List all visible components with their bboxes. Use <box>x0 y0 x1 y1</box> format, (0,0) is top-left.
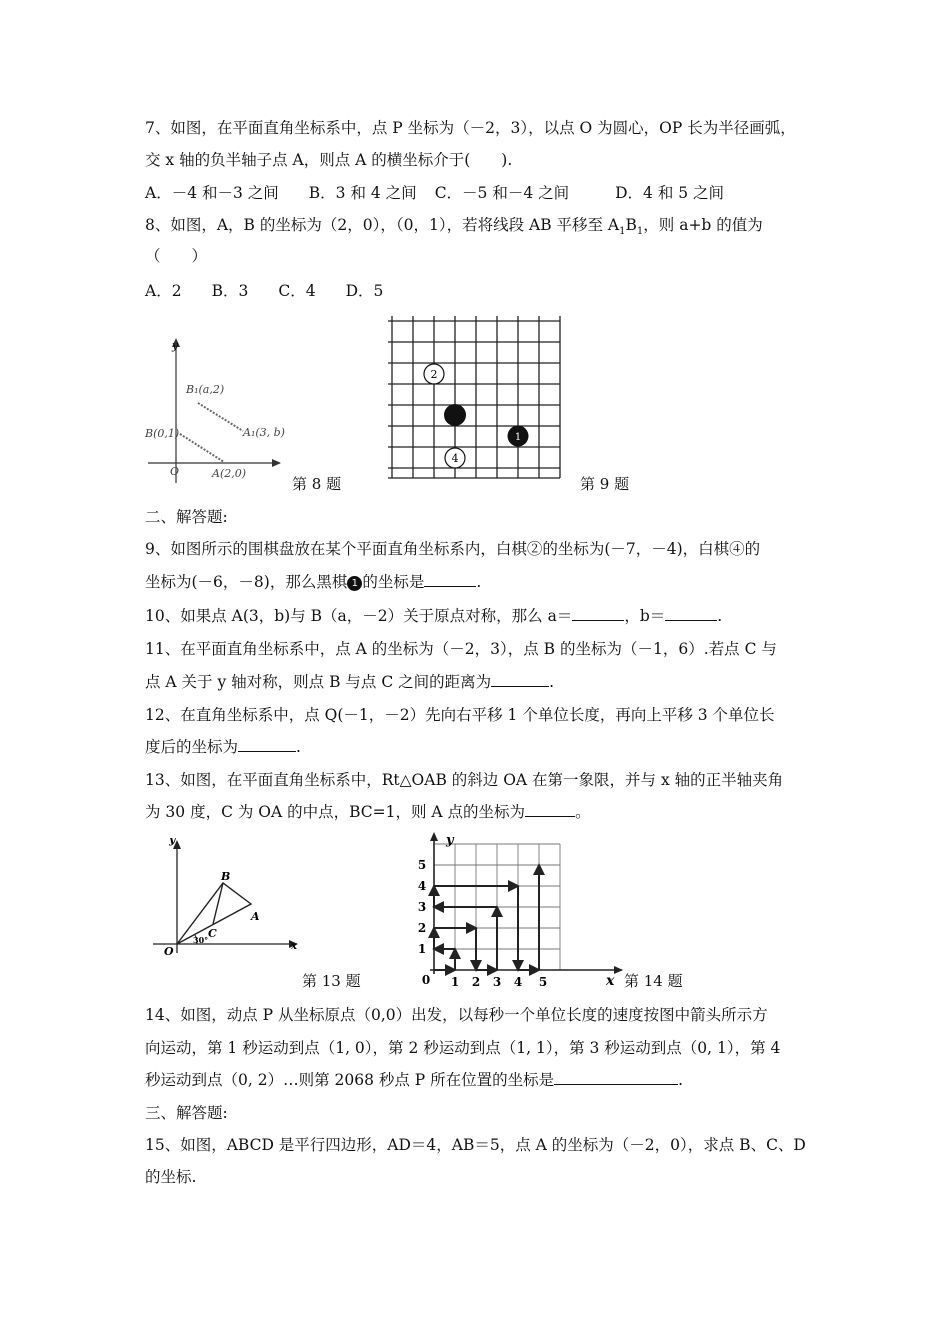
q9-line2: 坐标为(－6，－8)，那么黑棋 1 的坐标是 . <box>145 573 482 591</box>
q7-options <box>145 183 724 203</box>
fig8-label-b1: B₁(a,2) <box>186 383 225 396</box>
q7-option-d: D．4 和 5 之间 <box>615 184 725 202</box>
q13-line1: 13、如图，在平面直角坐标系中，Rt△OAB 的斜边 OA 在第一象限，并与 x 轴的正半轴夹角 <box>145 771 784 789</box>
fig9-stone-4-label: 4 <box>451 452 459 465</box>
fig13-label-a: A <box>251 910 260 923</box>
q14-line3: 秒运动到点（0, 2）…则第 2068 秒点 P 所在位置的坐标是 . <box>145 1071 684 1089</box>
fig14-path-arrows <box>434 865 539 970</box>
fig9-grid <box>388 316 560 478</box>
fig9-stone-2-label: 2 <box>430 368 438 381</box>
black-stone-1-icon: 1 <box>347 576 362 591</box>
q8-option-a: A．2 <box>145 282 182 300</box>
q11-answer-blank[interactable] <box>491 672 549 687</box>
fig8-label-a: A(2,0) <box>212 467 247 480</box>
fig13-label-angle: 30° <box>193 935 209 945</box>
q14-line1: 14、如图，动点 P 从坐标原点（0,0）出发，以每秒一个单位长度的速度按图中箭头所示方 <box>145 1006 768 1024</box>
fig14-ytick: 2 <box>417 921 427 935</box>
q10-line: 10、如果点 A(3，b)与 B（a，－2）关于原点对称，那么 a＝ ，b＝ . <box>145 607 723 625</box>
fig14-label-y: y <box>446 833 454 848</box>
q11-line2: 点 A 关于 y 轴对称，则点 B 与点 C 之间的距离为 . <box>145 673 555 691</box>
q7-option-b: B．3 和 4 之间 <box>308 184 417 202</box>
q7-line2: 交 x 轴的负半轴子点 A，则点 A 的横坐标介于( ). <box>145 151 513 169</box>
fig8-label-y: y <box>172 339 179 352</box>
fig14-xtick: 4 <box>513 975 523 989</box>
fig14-caption: 第 14 题 <box>624 972 683 990</box>
fig8-label-o: O <box>170 465 180 478</box>
q15-line2: 的坐标. <box>145 1168 197 1186</box>
q14-answer-blank[interactable] <box>554 1070 678 1085</box>
figure-8 <box>140 335 290 485</box>
fig9-caption: 第 9 题 <box>580 475 630 493</box>
q10-answer-b-blank[interactable] <box>665 606 717 621</box>
q15-line1: 15、如图，ABCD 是平行四边形，AD＝4，AB＝5，点 A 的坐标为（－2，0），求点 B、C、D <box>145 1136 806 1154</box>
q9-line1: 9、如图所示的围棋盘放在某个平面直角坐标系内，白棋②的坐标为(－7，－4)，白棋④的 <box>145 540 761 558</box>
q8-option-d: D．5 <box>345 282 384 300</box>
fig13-label-x: x <box>291 941 297 952</box>
q12-line2: 度后的坐标为 . <box>145 738 301 756</box>
figure-14 <box>410 830 630 992</box>
fig14-xtick: 3 <box>492 975 502 989</box>
fig14-xtick: 5 <box>538 975 548 989</box>
figure-13 <box>145 838 305 963</box>
q14-line2: 向运动，第 1 秒运动到点（1, 0），第 2 秒运动到点（1, 1），第 3 秒运动到点（0, 1），第 4 <box>145 1039 781 1057</box>
q7-option-c: C．－5 和－4 之间 <box>434 184 570 202</box>
fig8-x-arrow-icon <box>272 459 281 467</box>
q8-option-c: C．4 <box>278 282 316 300</box>
section-3-heading: 三、解答题: <box>145 1104 228 1122</box>
q12-answer-blank[interactable] <box>238 737 296 752</box>
fig13-label-o: O <box>164 945 174 958</box>
fig14-origin: 0 <box>421 973 431 987</box>
q7-option-a: A．－4 和－3 之间 <box>145 184 279 202</box>
fig14-label-x: x <box>606 973 615 989</box>
fig8-label-a1: A₁(3, b) <box>243 426 285 439</box>
fig13-label-b: B <box>221 870 231 883</box>
q9-answer-blank[interactable] <box>424 572 476 587</box>
fig8-label-b: B(0,1) <box>145 427 180 440</box>
fig8-segment-a1b1 <box>198 403 243 431</box>
fig13-label-y: y <box>169 838 176 846</box>
q8-line1: 8、如图，A，B 的坐标为（2，0），（0，1），若将线段 AB 平移至 $A_1B_1$，则 a+b 的值为 <box>145 216 763 238</box>
fig14-ytick: 4 <box>417 879 427 893</box>
fig13-label-c: C <box>208 927 217 940</box>
fig14-ytick: 5 <box>417 858 427 872</box>
fig9-black-stone <box>444 404 466 426</box>
q10-answer-a-blank[interactable] <box>572 606 624 621</box>
q8-option-b: B．3 <box>211 282 249 300</box>
q7-line1: 7、如图，在平面直角坐标系中，点 P 坐标为（－2，3），以点 O 为圆心，OP 长为半径画弧， <box>145 119 796 137</box>
q13-line2: 为 30 度，C 为 OA 的中点，BC=1，则 A 点的坐标为 。 <box>145 803 591 821</box>
fig14-xtick: 1 <box>450 975 460 989</box>
fig8-segment-ab <box>180 434 224 462</box>
figure-9-go-board <box>388 316 568 486</box>
fig14-y-arrow-icon <box>430 832 438 841</box>
q8-line2: （ ） <box>145 247 208 265</box>
q8-options <box>145 281 383 301</box>
fig9-stone-1-label: 1 <box>514 432 522 443</box>
fig14-xtick: 2 <box>471 975 481 989</box>
section-2-heading: 二、解答题: <box>145 508 228 526</box>
fig14-x-arrow-icon <box>614 966 623 974</box>
q11-line1: 11、在平面直角坐标系中，点 A 的坐标为（－2，3），点 B 的坐标为（－1，6）.若点 C 与 <box>145 640 777 658</box>
fig14-ytick: 3 <box>417 900 427 914</box>
q13-answer-blank[interactable] <box>525 802 575 817</box>
fig8-caption: 第 8 题 <box>292 475 342 493</box>
q12-line1: 12、在直角坐标系中，点 Q(－1，－2）先向右平移 1 个单位长度，再向上平移 3 个单位长 <box>145 706 775 724</box>
fig13-caption: 第 13 题 <box>302 972 361 990</box>
fig14-ytick: 1 <box>417 942 427 956</box>
